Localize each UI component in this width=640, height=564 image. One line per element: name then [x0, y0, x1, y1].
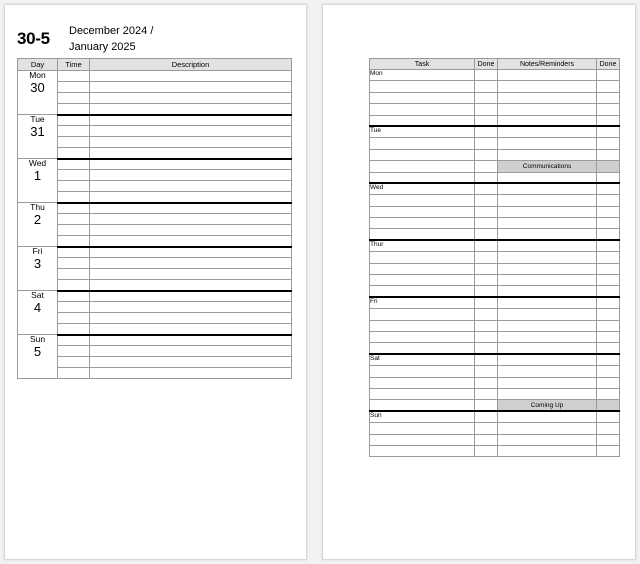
time-cell[interactable] [58, 82, 90, 93]
task-cell[interactable] [370, 218, 475, 229]
task-notes-table [369, 58, 620, 457]
notes-done-cell[interactable] [597, 138, 620, 149]
table-row[interactable] [370, 423, 620, 434]
table-row[interactable] [18, 258, 292, 269]
description-cell[interactable] [90, 214, 292, 225]
task-cell[interactable] [370, 138, 475, 149]
table-row[interactable] [18, 104, 292, 115]
notes-cell[interactable] [498, 331, 597, 342]
notes-done-cell[interactable] [597, 423, 620, 434]
done-cell[interactable] [475, 423, 498, 434]
notes-done-cell[interactable] [597, 366, 620, 377]
table-row[interactable] [370, 309, 620, 320]
table-row[interactable] [18, 269, 292, 280]
notes-done-cell[interactable] [597, 434, 620, 445]
notes-cell[interactable] [498, 81, 597, 92]
table-row[interactable] [18, 137, 292, 148]
notes-done-cell[interactable] [597, 286, 620, 297]
task-cell[interactable] [370, 400, 475, 411]
day-label-tue: Tue [370, 126, 475, 137]
done-cell[interactable] [475, 331, 498, 342]
notes-cell[interactable] [498, 138, 597, 149]
notes-cell[interactable] [498, 229, 597, 240]
day-name: Sat [31, 290, 44, 300]
day-name: Wed [28, 158, 47, 168]
table-row[interactable] [370, 252, 620, 263]
time-cell[interactable] [58, 346, 90, 357]
done-cell[interactable] [475, 388, 498, 399]
time-cell[interactable] [58, 148, 90, 159]
table-row[interactable] [370, 195, 620, 206]
table-row[interactable] [370, 149, 620, 160]
day-number: 3 [33, 255, 42, 271]
time-cell[interactable] [58, 170, 90, 181]
task-cell[interactable] [370, 388, 475, 399]
notes-cell[interactable] [498, 195, 597, 206]
notes-done-cell[interactable] [597, 172, 620, 183]
column-header-day: Day [18, 59, 58, 71]
time-cell[interactable] [58, 214, 90, 225]
time-cell[interactable] [58, 324, 90, 335]
notes-cell[interactable] [498, 263, 597, 274]
description-cell[interactable] [90, 346, 292, 357]
notes-done-cell[interactable] [597, 309, 620, 320]
notes-done-cell[interactable] [597, 343, 620, 354]
table-row[interactable] [18, 93, 292, 104]
table-row[interactable] [18, 148, 292, 159]
table-row[interactable] [18, 280, 292, 291]
done-cell[interactable] [475, 126, 498, 137]
done-cell[interactable] [475, 240, 498, 251]
table-row[interactable] [370, 297, 620, 308]
notes-cell[interactable] [498, 309, 597, 320]
task-cell[interactable] [370, 161, 475, 172]
description-cell[interactable] [90, 137, 292, 148]
table-row[interactable] [370, 434, 620, 445]
table-row[interactable] [370, 286, 620, 297]
day-label-fri: Fri [370, 297, 475, 308]
notes-cell[interactable] [498, 377, 597, 388]
task-cell[interactable] [370, 286, 475, 297]
notes-cell[interactable] [498, 126, 597, 137]
task-cell[interactable] [370, 229, 475, 240]
time-cell[interactable] [58, 247, 90, 258]
done-cell[interactable] [475, 400, 498, 411]
table-row[interactable] [18, 214, 292, 225]
done-cell[interactable] [475, 172, 498, 183]
notes-done-cell[interactable] [597, 206, 620, 217]
description-cell[interactable] [90, 247, 292, 258]
day-number: 1 [33, 167, 42, 183]
done-cell[interactable] [475, 218, 498, 229]
notes-done-cell[interactable] [597, 445, 620, 456]
done-cell[interactable] [475, 320, 498, 331]
table-row[interactable] [370, 172, 620, 183]
time-cell[interactable] [58, 258, 90, 269]
week-number: 30-5 [17, 29, 50, 48]
table-row[interactable] [370, 354, 620, 365]
section-label-communications: Communications [498, 161, 597, 172]
time-cell[interactable] [58, 159, 90, 170]
table-row[interactable] [370, 229, 620, 240]
done-cell[interactable] [475, 92, 498, 103]
notes-done-cell[interactable] [597, 195, 620, 206]
time-cell[interactable] [58, 291, 90, 302]
notes-cell[interactable] [498, 411, 597, 422]
time-cell[interactable] [58, 313, 90, 324]
notes-done-cell[interactable] [597, 161, 620, 172]
table-row[interactable] [370, 263, 620, 274]
table-row[interactable] [18, 170, 292, 181]
day-label-wed: Wed [370, 183, 475, 194]
notes-cell[interactable] [498, 445, 597, 456]
time-cell[interactable] [58, 126, 90, 137]
done-cell[interactable] [475, 70, 498, 81]
table-row[interactable] [370, 161, 620, 172]
description-cell[interactable] [90, 236, 292, 247]
table-row[interactable] [370, 183, 620, 194]
table-row[interactable] [370, 275, 620, 286]
month-label-line-2: January 2025 [69, 41, 136, 53]
right-page [322, 4, 636, 560]
column-header-done-notes: Done [597, 59, 620, 70]
description-cell[interactable] [90, 258, 292, 269]
table-row[interactable] [370, 331, 620, 342]
done-cell[interactable] [475, 206, 498, 217]
task-cell[interactable] [370, 423, 475, 434]
day-number: 31 [30, 123, 45, 139]
task-cell[interactable] [370, 275, 475, 286]
description-cell[interactable] [90, 71, 292, 82]
task-cell[interactable] [370, 263, 475, 274]
day-label-sat: Sat [370, 354, 475, 365]
day-label-thur: Thur [370, 240, 475, 251]
table-row[interactable] [370, 377, 620, 388]
done-cell[interactable] [475, 343, 498, 354]
day-name: Tue [30, 114, 45, 124]
table-row[interactable] [370, 138, 620, 149]
description-cell[interactable] [90, 192, 292, 203]
description-cell[interactable] [90, 269, 292, 280]
day-cell-tue [18, 115, 58, 159]
description-cell[interactable] [90, 159, 292, 170]
day-cell-thu [18, 203, 58, 247]
description-cell[interactable] [90, 115, 292, 126]
weekly-schedule-table [17, 58, 292, 379]
table-row[interactable] [18, 291, 292, 302]
day-number: 5 [33, 343, 42, 359]
notes-cell[interactable] [498, 275, 597, 286]
day-name: Thu [30, 202, 45, 212]
table-row[interactable] [18, 335, 292, 346]
month-label [69, 23, 153, 55]
time-cell[interactable] [58, 181, 90, 192]
time-cell[interactable] [58, 335, 90, 346]
done-cell[interactable] [475, 81, 498, 92]
table-row[interactable] [18, 368, 292, 379]
table-row[interactable] [18, 203, 292, 214]
notes-done-cell[interactable] [597, 149, 620, 160]
table-row[interactable] [18, 302, 292, 313]
notes-cell[interactable] [498, 320, 597, 331]
description-cell[interactable] [90, 313, 292, 324]
table-header-row [18, 59, 292, 71]
description-cell[interactable] [90, 324, 292, 335]
time-cell[interactable] [58, 93, 90, 104]
notes-done-cell[interactable] [597, 263, 620, 274]
done-cell[interactable] [475, 354, 498, 365]
time-cell[interactable] [58, 368, 90, 379]
table-row[interactable] [18, 82, 292, 93]
notes-cell[interactable] [498, 92, 597, 103]
notes-cell[interactable] [498, 388, 597, 399]
day-cell-sun [18, 335, 58, 379]
task-cell[interactable] [370, 445, 475, 456]
time-cell[interactable] [58, 236, 90, 247]
notes-done-cell[interactable] [597, 411, 620, 422]
table-row[interactable] [18, 115, 292, 126]
notes-cell[interactable] [498, 206, 597, 217]
table-row[interactable] [18, 346, 292, 357]
task-cell[interactable] [370, 92, 475, 103]
notes-done-cell[interactable] [597, 377, 620, 388]
table-row[interactable] [370, 126, 620, 137]
table-row[interactable] [370, 92, 620, 103]
notes-done-cell[interactable] [597, 400, 620, 411]
day-cell-fri [18, 247, 58, 291]
notes-done-cell[interactable] [597, 275, 620, 286]
notes-cell[interactable] [498, 354, 597, 365]
task-cell[interactable] [370, 252, 475, 263]
description-cell[interactable] [90, 126, 292, 137]
column-header-notes: Notes/Reminders [498, 59, 597, 70]
day-name: Mon [29, 70, 46, 80]
notes-cell[interactable] [498, 70, 597, 81]
table-row[interactable] [370, 206, 620, 217]
description-cell[interactable] [90, 104, 292, 115]
done-cell[interactable] [475, 286, 498, 297]
task-cell[interactable] [370, 206, 475, 217]
done-cell[interactable] [475, 263, 498, 274]
day-label-sun: Sun [370, 411, 475, 422]
table-row[interactable] [18, 357, 292, 368]
notes-done-cell[interactable] [597, 104, 620, 115]
task-cell[interactable] [370, 366, 475, 377]
time-cell[interactable] [58, 71, 90, 82]
task-cell[interactable] [370, 309, 475, 320]
task-cell[interactable] [370, 434, 475, 445]
done-cell[interactable] [475, 366, 498, 377]
day-number: 4 [33, 299, 42, 315]
description-cell[interactable] [90, 280, 292, 291]
notes-cell[interactable] [498, 240, 597, 251]
notes-done-cell[interactable] [597, 388, 620, 399]
table-row[interactable] [370, 343, 620, 354]
table-row[interactable] [370, 388, 620, 399]
day-name: Fri [32, 246, 43, 256]
table-header-row [370, 59, 620, 70]
done-cell[interactable] [475, 195, 498, 206]
notes-cell[interactable] [498, 104, 597, 115]
notes-cell[interactable] [498, 343, 597, 354]
notes-cell[interactable] [498, 218, 597, 229]
notes-done-cell[interactable] [597, 70, 620, 81]
description-cell[interactable] [90, 148, 292, 159]
time-cell[interactable] [58, 115, 90, 126]
table-row[interactable] [18, 247, 292, 258]
notes-cell[interactable] [498, 252, 597, 263]
table-row[interactable] [370, 411, 620, 422]
task-cell[interactable] [370, 149, 475, 160]
section-label-coming-up: Coming Up [498, 400, 597, 411]
done-cell[interactable] [475, 229, 498, 240]
time-cell[interactable] [58, 357, 90, 368]
time-cell[interactable] [58, 203, 90, 214]
notes-done-cell[interactable] [597, 92, 620, 103]
table-row[interactable] [18, 126, 292, 137]
column-header-time: Time [58, 59, 90, 71]
done-cell[interactable] [475, 411, 498, 422]
notes-done-cell[interactable] [597, 183, 620, 194]
done-cell[interactable] [475, 309, 498, 320]
table-row[interactable] [370, 400, 620, 411]
table-row[interactable] [18, 324, 292, 335]
notes-cell[interactable] [498, 366, 597, 377]
table-row[interactable] [370, 81, 620, 92]
description-cell[interactable] [90, 170, 292, 181]
table-row[interactable] [18, 236, 292, 247]
day-cell-sat [18, 291, 58, 335]
notes-cell[interactable] [498, 423, 597, 434]
time-cell[interactable] [58, 192, 90, 203]
table-row[interactable] [370, 366, 620, 377]
table-row[interactable] [370, 218, 620, 229]
day-number: 2 [33, 211, 42, 227]
left-page [4, 4, 307, 560]
description-cell[interactable] [90, 225, 292, 236]
notes-done-cell[interactable] [597, 81, 620, 92]
notes-cell[interactable] [498, 434, 597, 445]
task-cell[interactable] [370, 331, 475, 342]
notes-cell[interactable] [498, 183, 597, 194]
done-cell[interactable] [475, 445, 498, 456]
day-cell-wed [18, 159, 58, 203]
description-cell[interactable] [90, 82, 292, 93]
column-header-done-task: Done [475, 59, 498, 70]
done-cell[interactable] [475, 275, 498, 286]
description-cell[interactable] [90, 181, 292, 192]
column-header-task: Task [370, 59, 475, 70]
table-row[interactable] [370, 240, 620, 251]
description-cell[interactable] [90, 302, 292, 313]
notes-cell[interactable] [498, 297, 597, 308]
description-cell[interactable] [90, 291, 292, 302]
notes-done-cell[interactable] [597, 354, 620, 365]
description-cell[interactable] [90, 335, 292, 346]
time-cell[interactable] [58, 269, 90, 280]
notes-done-cell[interactable] [597, 115, 620, 126]
table-row[interactable] [18, 159, 292, 170]
notes-cell[interactable] [498, 149, 597, 160]
month-label-line-1: December 2024 / [69, 25, 154, 37]
table-row[interactable] [370, 115, 620, 126]
done-cell[interactable] [475, 104, 498, 115]
done-cell[interactable] [475, 115, 498, 126]
table-row[interactable] [18, 313, 292, 324]
table-row[interactable] [18, 225, 292, 236]
time-cell[interactable] [58, 137, 90, 148]
table-row[interactable] [370, 70, 620, 81]
description-cell[interactable] [90, 203, 292, 214]
day-label-mon: Mon [370, 70, 475, 81]
table-row[interactable] [18, 192, 292, 203]
done-cell[interactable] [475, 377, 498, 388]
notes-cell[interactable] [498, 172, 597, 183]
task-cell[interactable] [370, 195, 475, 206]
done-cell[interactable] [475, 297, 498, 308]
done-cell[interactable] [475, 183, 498, 194]
notes-done-cell[interactable] [597, 331, 620, 342]
done-cell[interactable] [475, 138, 498, 149]
done-cell[interactable] [475, 161, 498, 172]
table-row[interactable] [370, 104, 620, 115]
description-cell[interactable] [90, 93, 292, 104]
notes-done-cell[interactable] [597, 297, 620, 308]
task-cell[interactable] [370, 377, 475, 388]
notes-done-cell[interactable] [597, 126, 620, 137]
task-cell[interactable] [370, 172, 475, 183]
notes-done-cell[interactable] [597, 320, 620, 331]
table-row[interactable] [370, 445, 620, 456]
task-cell[interactable] [370, 104, 475, 115]
description-cell[interactable] [90, 357, 292, 368]
done-cell[interactable] [475, 149, 498, 160]
notes-done-cell[interactable] [597, 252, 620, 263]
time-cell[interactable] [58, 280, 90, 291]
left-page-header [17, 23, 292, 57]
time-cell[interactable] [58, 302, 90, 313]
table-row[interactable] [370, 320, 620, 331]
time-cell[interactable] [58, 225, 90, 236]
table-row[interactable] [18, 71, 292, 82]
day-cell-mon [18, 71, 58, 115]
task-cell[interactable] [370, 81, 475, 92]
notes-done-cell[interactable] [597, 229, 620, 240]
notes-done-cell[interactable] [597, 240, 620, 251]
task-cell[interactable] [370, 343, 475, 354]
day-number: 30 [30, 79, 45, 95]
notes-done-cell[interactable] [597, 218, 620, 229]
task-cell[interactable] [370, 115, 475, 126]
table-row[interactable] [18, 181, 292, 192]
description-cell[interactable] [90, 368, 292, 379]
column-header-description: Description [90, 59, 292, 71]
time-cell[interactable] [58, 104, 90, 115]
day-name: Sun [29, 334, 46, 344]
done-cell[interactable] [475, 252, 498, 263]
notes-cell[interactable] [498, 115, 597, 126]
task-cell[interactable] [370, 320, 475, 331]
notes-cell[interactable] [498, 286, 597, 297]
done-cell[interactable] [475, 434, 498, 445]
